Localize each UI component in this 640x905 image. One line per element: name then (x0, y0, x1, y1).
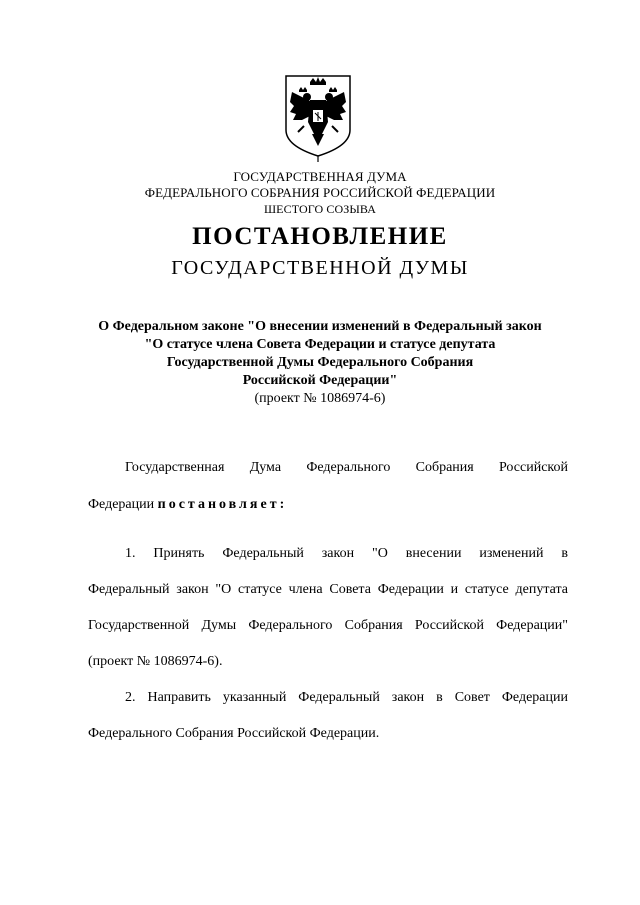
issuer-line-1: ГОСУДАРСТВЕННАЯ ДУМА (233, 169, 407, 184)
intro-line-1: Государственная Дума Федерального Собрания Российской (125, 460, 568, 475)
item2-line-2: Федерального Собрания Российской Федерации. (88, 726, 380, 741)
intro-line-2 (88, 496, 568, 514)
item2-line-1: 2. Направить указанный Федеральный закон в Совет Федерации (125, 690, 568, 705)
russian-coat-of-arms-icon (282, 72, 354, 164)
document-subtitle: ГОСУДАРСТВЕННОЙ ДУМЫ (171, 257, 469, 279)
subject-line-4: Российской Федерации" (242, 373, 398, 388)
item1-line-1: 1. Принять Федеральный закон "О внесении изменений в (125, 546, 568, 561)
document-title: ПОСТАНОВЛЕНИЕ (192, 223, 448, 250)
subject-line-1: О Федеральном законе "О внесении изменений в Федеральный закон (98, 319, 542, 334)
issuer-header (0, 169, 640, 217)
intro-prefix: Федерации (88, 497, 158, 512)
project-number: (проект № 1086974-6) (254, 391, 386, 406)
subject-line-2: "О статусе члена Совета Федерации и статусе депутата (144, 337, 496, 352)
item1-line-3: Государственной Думы Федерального Собрания Российской Федерации" (88, 618, 568, 633)
item1-line-2: Федеральный закон "О статусе члена Совета Федерации и статусе депутата (88, 582, 568, 597)
decision-verb: постановляет: (157, 497, 288, 512)
document-subject (60, 318, 580, 408)
convocation-line: ШЕСТОГО СОЗЫВА (263, 202, 377, 216)
subject-line-3: Государственной Думы Федерального Собрания (166, 355, 474, 370)
issuer-line-2: ФЕДЕРАЛЬНОГО СОБРАНИЯ РОССИЙСКОЙ ФЕДЕРАЦИИ (144, 185, 496, 200)
item1-line-4: (проект № 1086974-6). (88, 654, 223, 669)
